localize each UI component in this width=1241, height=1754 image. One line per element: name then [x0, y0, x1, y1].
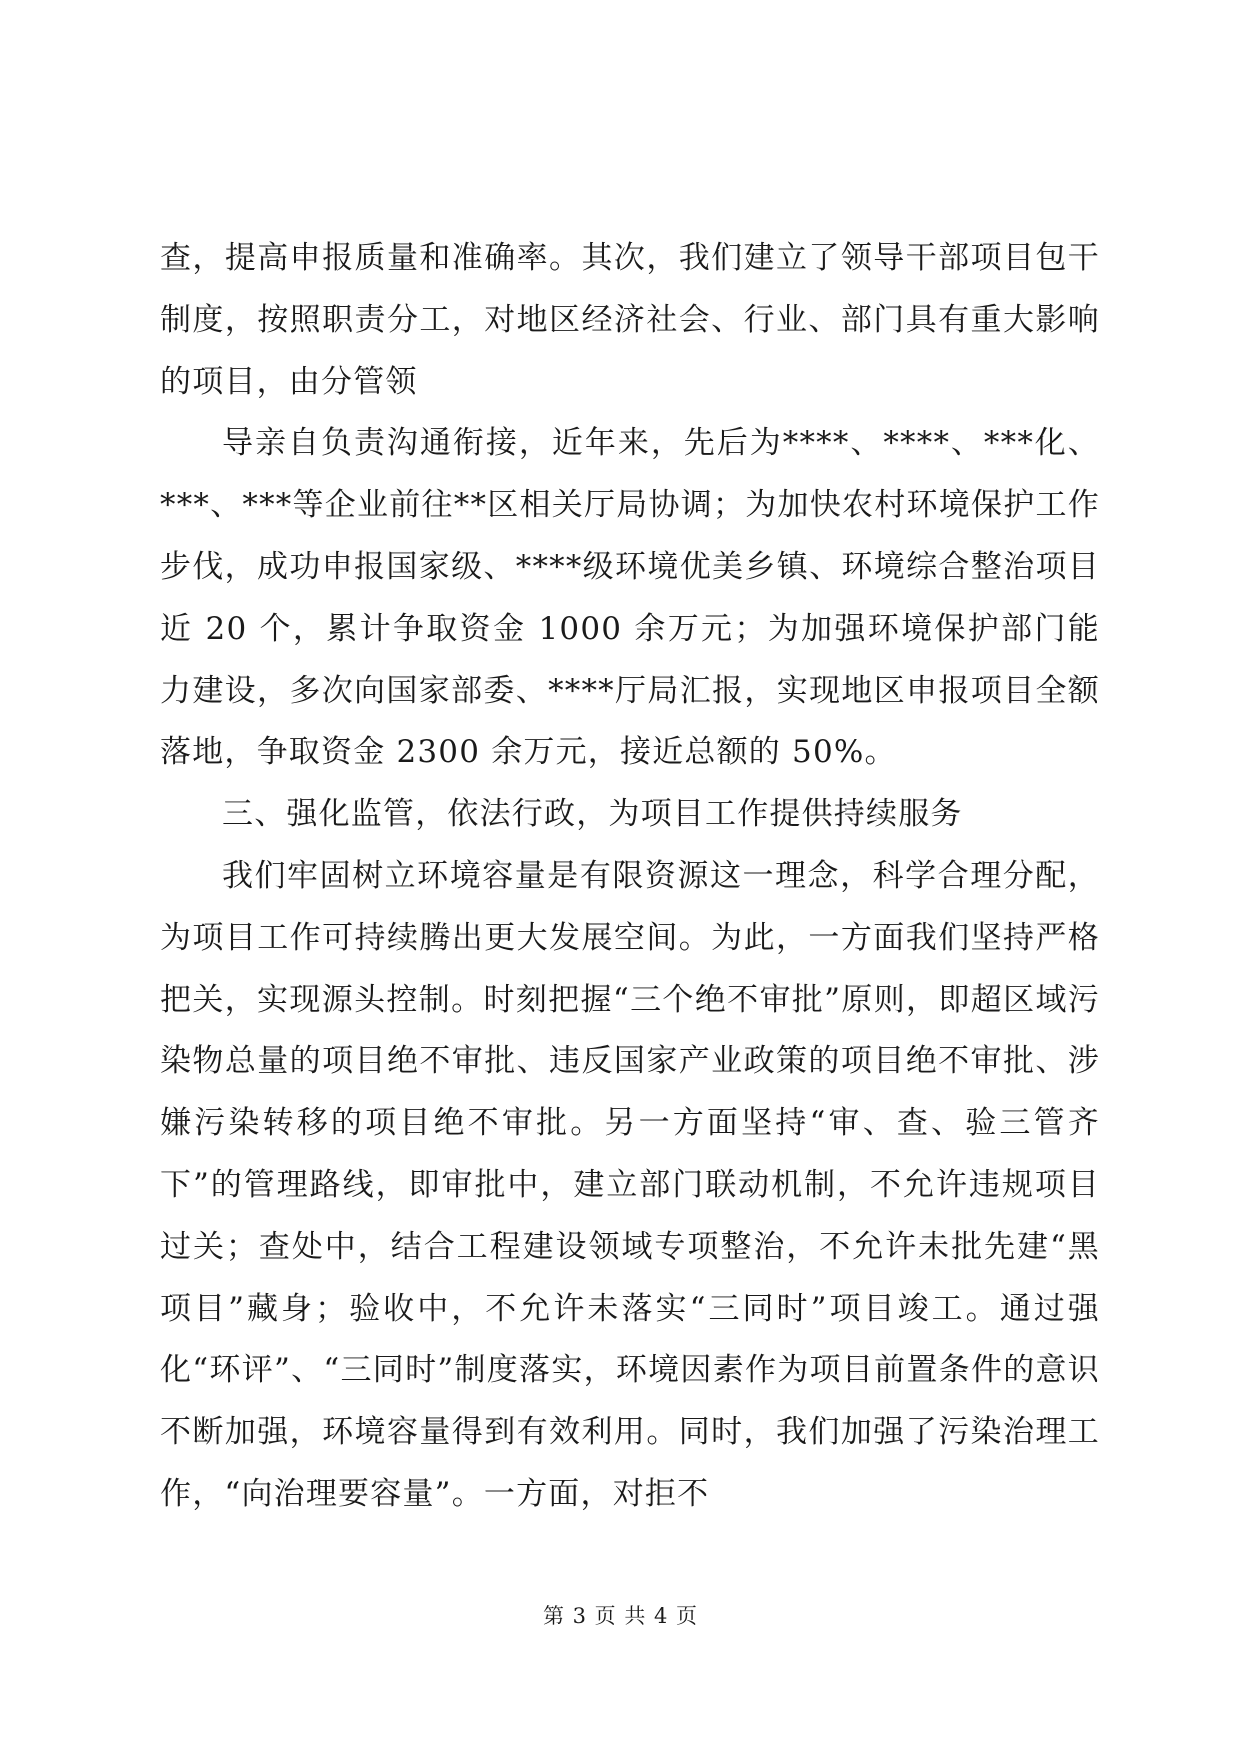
section-heading: 三、强化监管，依法行政，为项目工作提供持续服务 [222, 796, 963, 833]
document-body [160, 228, 1100, 1526]
paragraph-environmental-capacity: 我们牢固树立环境容量是有限资源这一理念，科学合理分配，为项目工作可持续腾出更大发展空间。为此，一方面我们坚持严格把关，实现源头控制。时刻把握“三个绝不审批”原则，即超区域污染物总量的项目绝不审批、违反国家产业政策的项目绝不审批、涉嫌污染转移的项目绝不审批。另一方面坚持“审、查、验三管齐下”的管理路线，即审批中，建立部门联动机制，不允许违规项目过关；查处中，结合工程建设领域专项整治，不允许未批先建“黑项目”藏身；验收中，不允许未落实“三同时”项目竣工。通过强化“环评”、“三同时”制度落实，环境因素作为项目前置条件的意识不断加强，环境容量得到有效利用。同时，我们加强了污染治理工作，“向治理要容量”。一方面，对拒不 [160, 857, 1100, 1512]
page-footer: 第 3 页 共 4 页 [542, 1604, 699, 1628]
paragraph-project-coordination: 导亲自负责沟通衔接，近年来，先后为****、****、***化、***、***等企业前往**区相关厅局协调；为加快农村环境保护工作步伐，成功申报国家级、****级环境优美乡镇、环境综合整治项目近 20 个，累计争取资金 1000 余万元；为加强环境保护部门能力建设，多次向国家部委、****厅局汇报，实现地区申报项目全额落地，争取资金 2300 余万元，接近总额的 50%。 [160, 425, 1100, 771]
paragraph-continuation: 查，提高申报质量和准确率。其次，我们建立了领导干部项目包干制度，按照职责分工，对地区经济社会、行业、部门具有重大影响的项目，由分管领 [160, 240, 1100, 400]
